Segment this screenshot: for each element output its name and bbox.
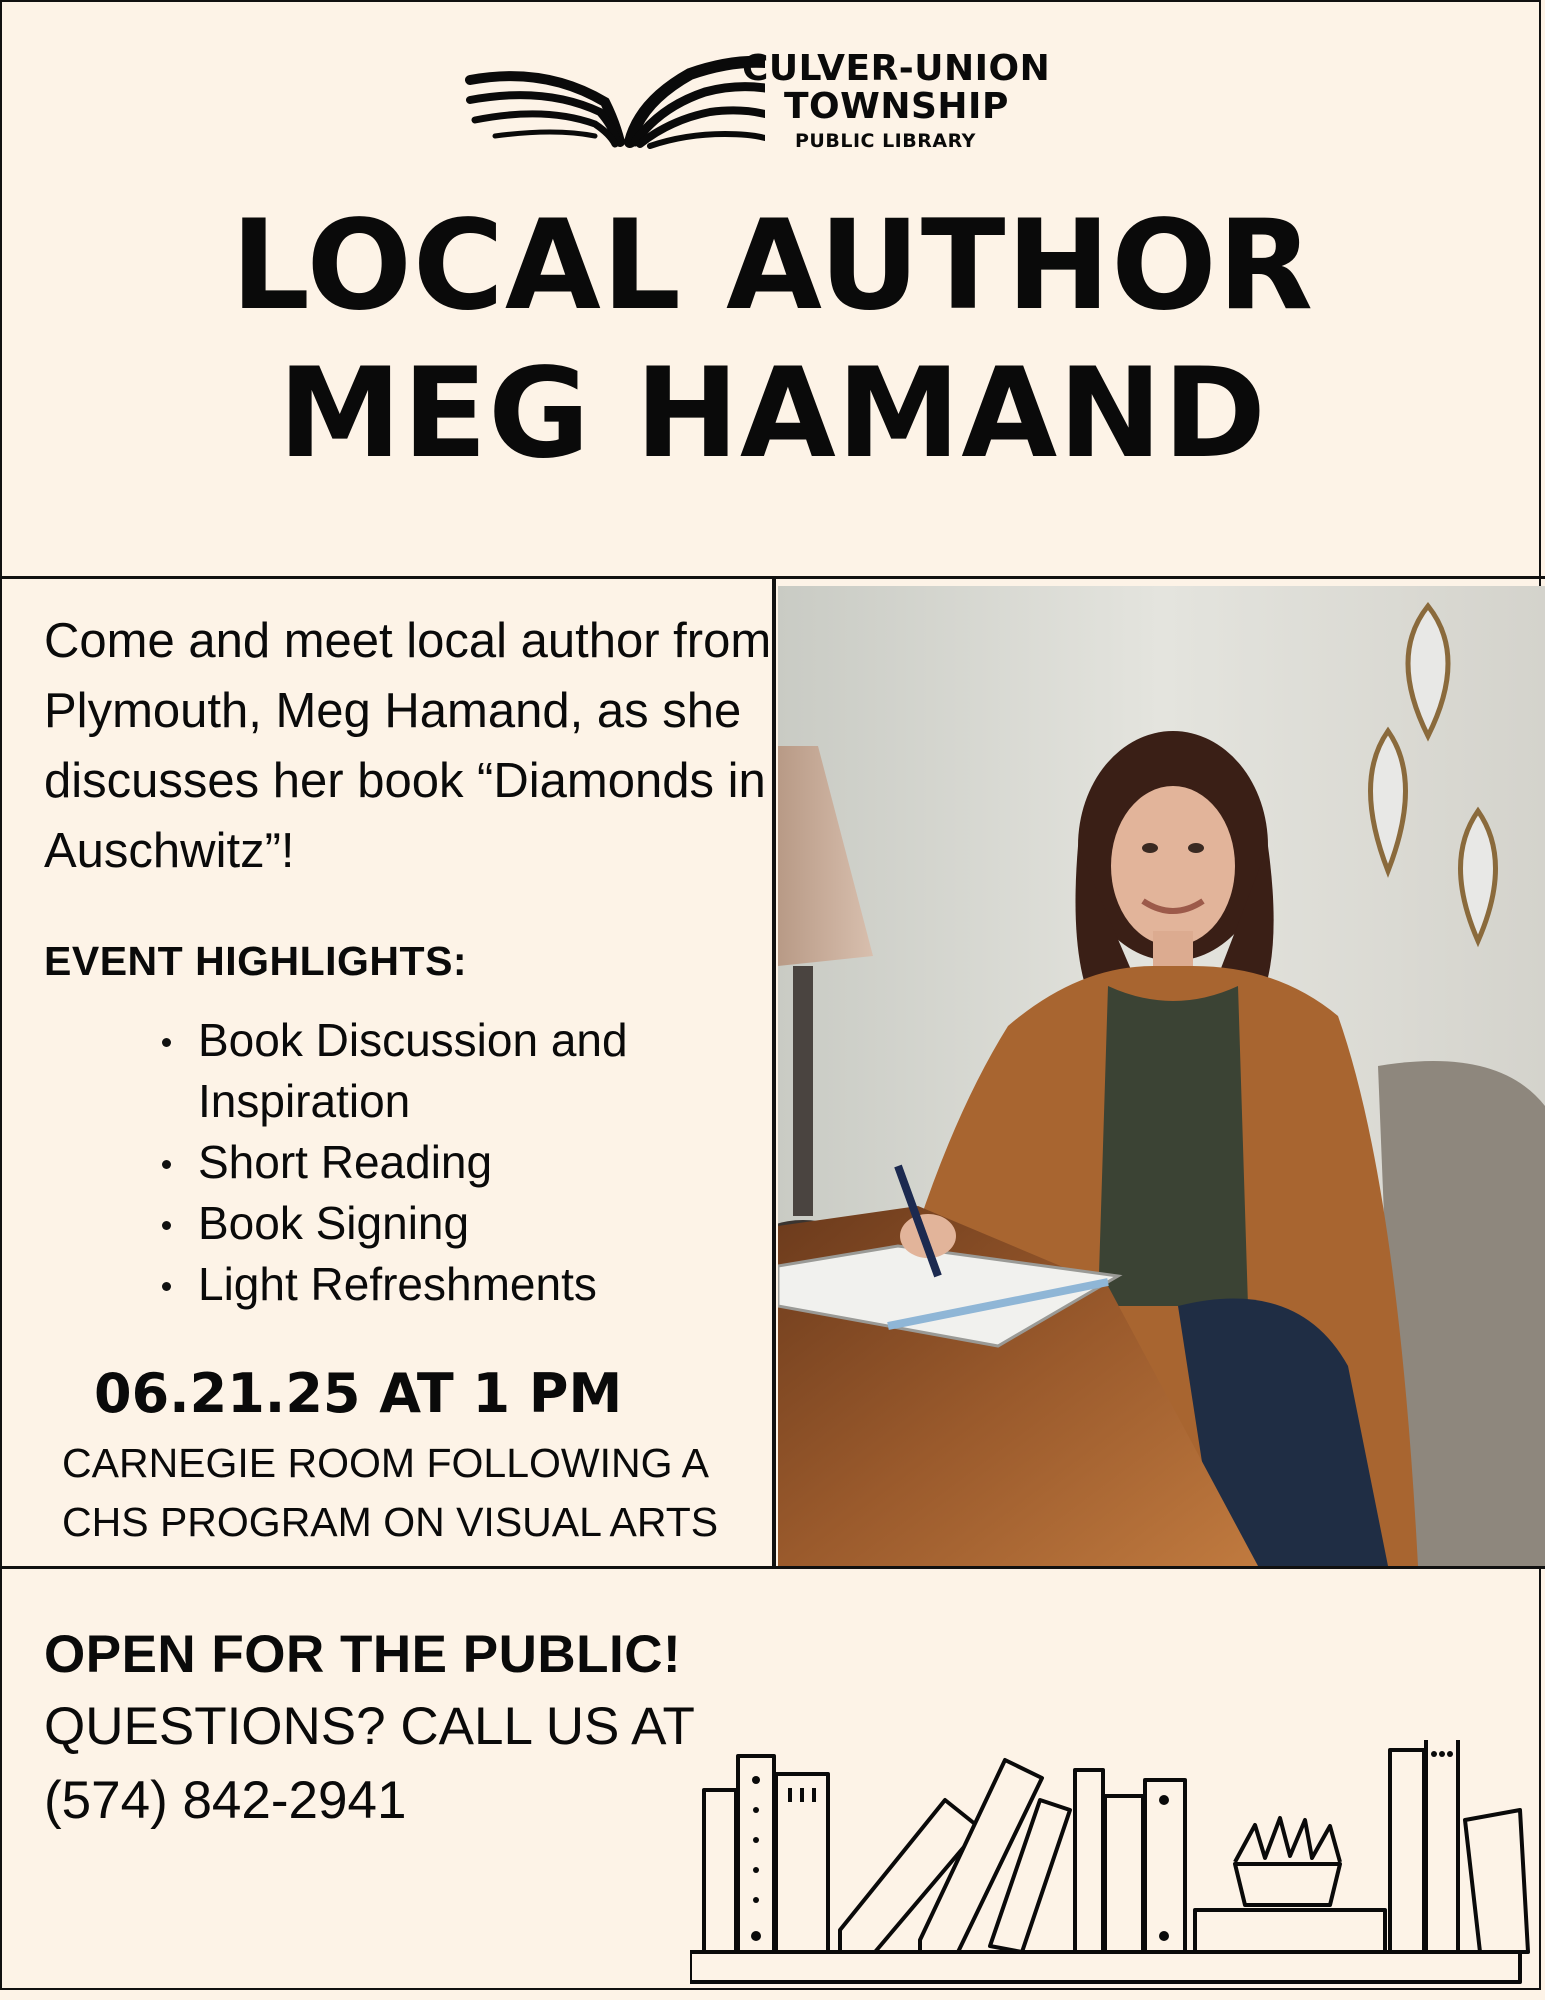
logo-line-2: TOWNSHIP [784, 86, 1009, 127]
list-item: Short Reading [160, 1132, 760, 1193]
logo-line-3: PUBLIC LIBRARY [795, 130, 976, 152]
list-item: Book Signing [160, 1193, 760, 1254]
library-logo [465, 48, 1065, 158]
event-venue: CARNEGIE ROOM FOLLOWING A CHS PROGRAM ON VISUAL ARTS [62, 1440, 719, 1545]
page-title-line-2: MEG HAMAND [278, 342, 1267, 486]
open-book-icon [465, 52, 765, 152]
list-item: Book Discussion and Inspiration [160, 1010, 760, 1132]
bookshelf-illustration [690, 1740, 1540, 1995]
list-item: Light Refreshments [160, 1254, 760, 1315]
event-date: 06.21.25 AT 1 PM [94, 1362, 623, 1425]
intro-text: Come and meet local author from Plymouth, Meg Hamand, as she discusses her book “Diamonds in Auschwitz”! [44, 614, 772, 878]
open-to-public: OPEN FOR THE PUBLIC! [44, 1625, 682, 1684]
highlights-list [160, 1010, 760, 1315]
highlights-heading: EVENT HIGHLIGHTS: [44, 938, 468, 984]
questions-text: QUESTIONS? CALL US AT [44, 1697, 695, 1756]
author-photo [778, 586, 1545, 1566]
logo-line-1: CULVER-UNION [742, 48, 1051, 89]
phone-number: (574) 842-2941 [44, 1771, 407, 1830]
page-title-line-1: LOCAL AUTHOR [230, 194, 1315, 338]
divider-bottom [0, 1566, 1545, 1569]
